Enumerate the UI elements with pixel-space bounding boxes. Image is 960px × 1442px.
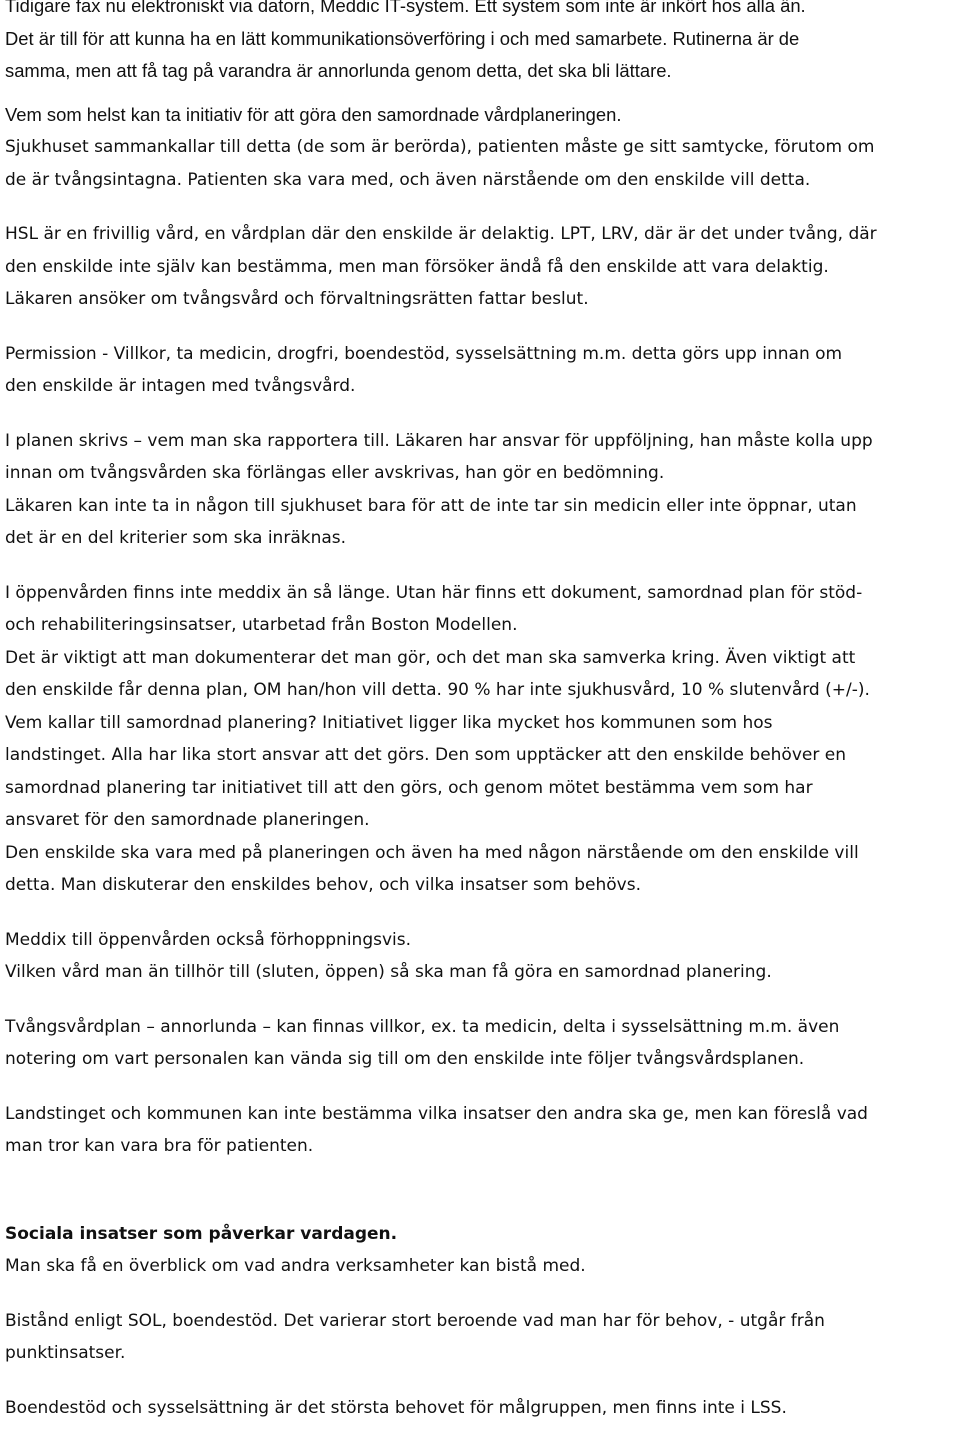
text-line: den enskilde inte själv kan bestämma, men man försöker ändå få den enskilde att vara delaktig.	[5, 256, 829, 277]
text-line: detta. Man diskuterar den enskildes behov, och vilka insatser som behövs.	[5, 875, 641, 895]
text-line: notering om vart personalen kan vända sig till om den enskilde inte följer tvångsvårdsplanen.	[5, 1049, 805, 1069]
text-line: Vem som helst kan ta initiativ för att göra den samordnade vårdplaneringen.	[5, 103, 622, 125]
text-line: Det är viktigt att man dokumenterar det man gör, och det man ska samverka kring. Även viktigt att	[5, 647, 856, 668]
text-line: Vilken vård man än tillhör till (sluten, öppen) så ska man få göra en samordnad planering.	[5, 962, 772, 982]
text-line: HSL är en frivillig vård, en vårdplan där den enskilde är delaktig. LPT, LRV, där är det under tvång, där	[5, 224, 877, 244]
paragraph-landstinget	[5, 1098, 957, 1163]
text-line: ansvaret för den samordnade planeringen.	[5, 810, 370, 830]
text-line: Det är till för att kunna ha en lätt kommunikationsöverföring i och med samarbete. Rutinerna är de	[5, 27, 800, 49]
text-line: den enskilde är intagen med tvångsvård.	[5, 376, 356, 396]
text-line: och rehabiliteringsinsatser, utarbetad från Boston Modellen.	[5, 615, 518, 635]
paragraph-bistand	[5, 1305, 957, 1370]
section-social	[5, 1218, 957, 1283]
text-line: Boendestöd och sysselsättning är det största behovet för målgruppen, men finns inte i LSS.	[5, 1397, 787, 1418]
text-line: Bistånd enligt SOL, boendestöd. Det varierar stort beroende vad man har för behov, - utgår från	[5, 1310, 825, 1331]
paragraph-openvard	[5, 577, 957, 902]
text-line: Vem kallar till samordnad planering? Initiativet ligger lika mycket hos kommunen som hos	[5, 712, 773, 733]
text-line: Läkaren ansöker om tvångsvård och förvaltningsrätten fattar beslut.	[5, 289, 589, 309]
text-line: man tror kan vara bra för patienten.	[5, 1136, 314, 1156]
text-line: Tvångsvårdplan – annorlunda – kan finnas villkor, ex. ta medicin, delta i sysselsättning m.m. även	[5, 1016, 840, 1037]
paragraph-plan	[5, 425, 957, 555]
text-line: I öppenvården finns inte meddix än så länge. Utan här finns ett dokument, samordnad plan för stöd-	[5, 582, 863, 603]
paragraph-meddix	[5, 924, 957, 989]
section-heading: Sociala insatser som påverkar vardagen.	[5, 1223, 398, 1244]
text-line: landstinget. Alla har lika stort ansvar att det görs. Den som upptäcker att den enskilde behöver en	[5, 745, 846, 765]
text-line: Läkaren kan inte ta in någon till sjukhuset bara för att de inte tar sin medicin eller inte öppnar, utan	[5, 495, 857, 516]
text-line: Tidigare fax nu elektroniskt via datorn, Meddic IT-system. Ett system som inte är inkört hos alla än.	[5, 0, 806, 16]
paragraph-intro	[5, 0, 957, 88]
text-line: Meddix till öppenvården också förhoppningsvis.	[5, 929, 412, 950]
paragraph-hospital	[5, 131, 957, 196]
paragraph-hsl	[5, 218, 957, 316]
text-line: Permission - Villkor, ta medicin, drogfri, boendestöd, sysselsättning m.m. detta görs upp innan om	[5, 343, 843, 364]
paragraph-permission	[5, 338, 957, 403]
text-line: Man ska få en överblick om vad andra verksamheter kan bistå med.	[5, 1256, 586, 1276]
text-line: den enskilde får denna plan, OM han/hon vill detta. 90 % har inte sjukhusvård, 10 % slutenvård (+/-).	[5, 680, 870, 700]
text-line: punktinsatser.	[5, 1343, 126, 1363]
text-line: Sjukhuset sammankallar till detta (de som är berörda), patienten måste ge sitt samtycke, förutom om	[5, 137, 875, 157]
paragraph-initiative	[5, 99, 957, 132]
text-line: Landstinget och kommunen kan inte bestämma vilka insatser den andra ska ge, men kan föreslå vad	[5, 1103, 868, 1124]
text-line: samordnad planering tar initiativet till att den görs, och genom mötet bestämma vem som har	[5, 777, 813, 798]
text-line: de är tvångsintagna. Patienten ska vara med, och även närstående om den enskilde vill detta.	[5, 169, 811, 190]
text-line: samma, men att få tag på varandra är annorlunda genom detta, det ska bli lättare.	[5, 60, 672, 81]
paragraph-tvangsvardplan	[5, 1011, 957, 1076]
document-page	[5, 0, 957, 1424]
text-line: innan om tvångsvården ska förlängas eller avskrivas, han gör en bedömning.	[5, 463, 665, 483]
text-line: I planen skrivs – vem man ska rapportera till. Läkaren har ansvar för uppföljning, han måste kolla upp	[5, 430, 873, 451]
text-line: det är en del kriterier som ska inräknas.	[5, 528, 347, 548]
text-line: Den enskilde ska vara med på planeringen och även ha med någon närstående om den enskilde vill	[5, 842, 859, 863]
paragraph-boendestod	[5, 1392, 957, 1425]
